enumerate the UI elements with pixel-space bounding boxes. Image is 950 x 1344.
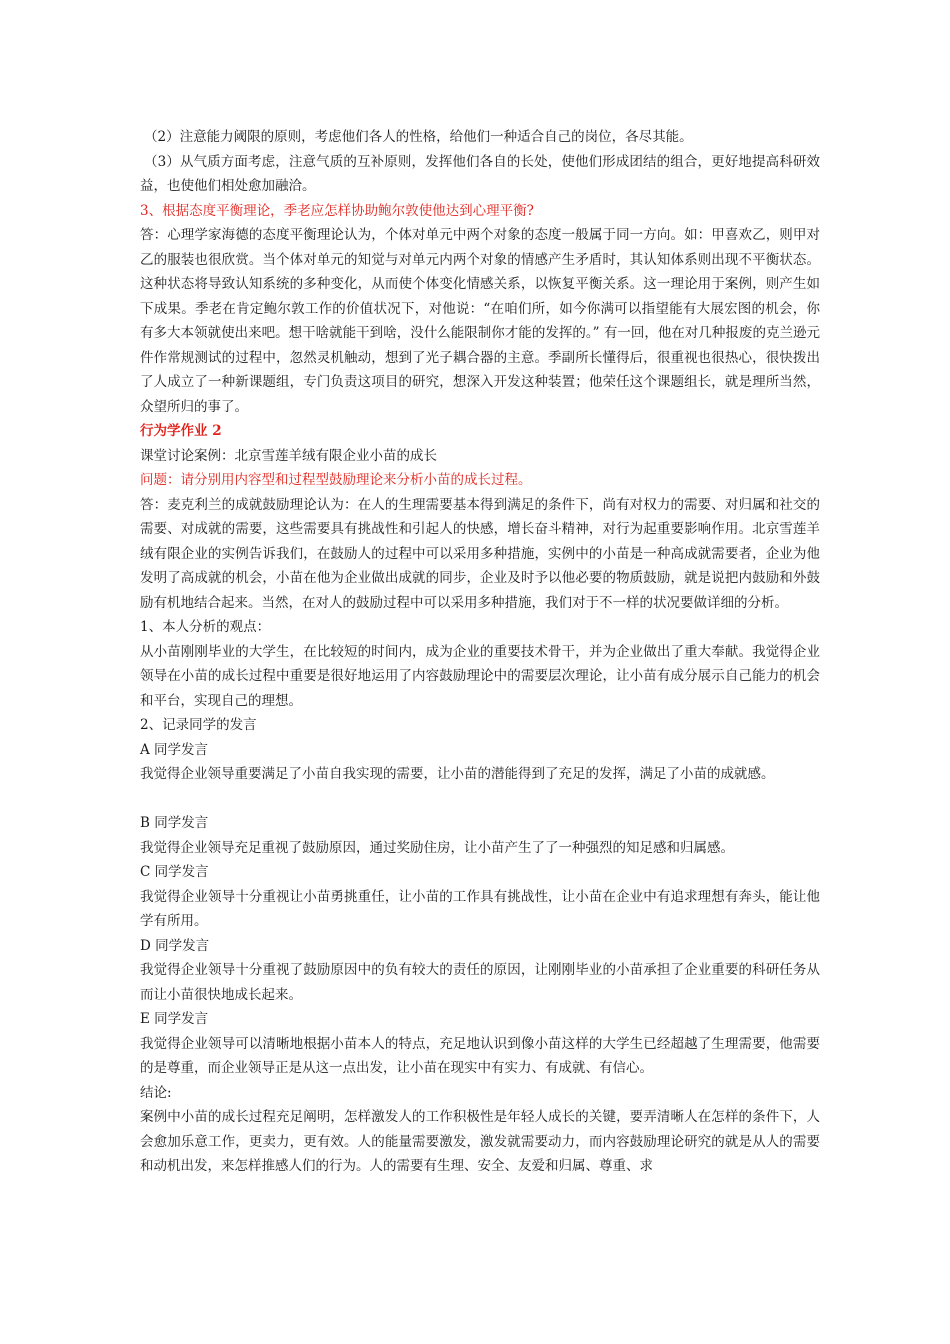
student-c-body: 我觉得企业领导十分重视让小苗勇挑重任，让小苗的工作具有挑战性，让小苗在企业中有追求理想有奔头，能让他学有所用。 (140, 888, 820, 929)
student-b-body: 我觉得企业领导充足重视了鼓励原因，通过奖励住房，让小苗产生了了一种强烈的知足感和归属感。 (140, 839, 734, 856)
section-1-title: 1、本人分析的观点： (140, 619, 271, 635)
blank-line (140, 787, 820, 812)
student-d-body: 我觉得企业领导十分重视了鼓励原因中的负有较大的责任的原因，让刚刚毕业的小苗承担了企业重要的科研任务从而让小苗很快地成长起来。 (140, 962, 820, 1003)
student-b-label: B 同学发言 (140, 815, 209, 831)
question-heading: 问题：请分别用内容型和过程型鼓励理论来分析小苗的成长过程。 (140, 472, 532, 488)
conclusion-label: 结论: (140, 1084, 172, 1101)
student-e-body: 我觉得企业领导可以清晰地根据小苗本人的特点，充足地认识到像小苗这样的大学生已经超越了生理需要，他需要的是尊重，而企业领导正是从这一点出发，让小苗在现实中有实力、有成就、有信心。 (140, 1035, 820, 1076)
student-a-body: 我觉得企业领导重要满足了小苗自我实现的需要，让小苗的潜能得到了充足的发挥，满足了小苗的成就感。 (140, 766, 775, 782)
student-a-label: A 同学发言 (140, 741, 209, 758)
student-e-label: E 同学发言 (140, 1011, 209, 1027)
section-heading-homework-2: 行为学作业 2 (140, 423, 222, 439)
case-title: 课堂讨论案例：北京雪莲羊绒有限企业小苗的成长 (140, 447, 437, 464)
paragraph-principle-2: （2）注意能力阈限的原则，考虑他们各人的性格，给他们一种适合自己的岗位，各尽其能。 (144, 129, 693, 145)
answer-3-paragraph: 答：心理学家海德的态度平衡理论认为，个体对单元中两个对象的态度一般属于同一方向。如：甲喜欢乙，则甲对乙的服装也很欣赏。当个体对单元的知觉与对单元内两个对象的情感产生矛盾时，其认知体系则出现不平衡状态。这种状态将导致认知系统的多种变化，从而使个体变化情感关系，以恢复平衡关系。这一理论用于案例，则产生如下成果。季老在肯定鲍尔敦工作的价值状况下，对他说：“在咱们所，如今你满可以指望能有大展宏图的机会，你有多大本领就使出来吧。想干啥就能干到啥，没什么能限制你才能的发挥的。” 有一回，他在对几种报废的克兰逊元件作常规测试的过程中，忽然灵机触动，想到了光子耦合器的主意。季副所长懂得后，很重视也很热心，很快拨出了人成立了一种新课题组，专门负责这项目的研究，想深入开发这种装置；他荣任这个课题组长，就是理所当然，众望所归的事了。 (140, 227, 820, 415)
student-c-label: C 同学发言 (140, 864, 209, 880)
question-3-heading: 3、根据态度平衡理论，季老应怎样协助鲍尔敦使他达到心理平衡? (140, 202, 534, 219)
section-1-body: 从小苗刚刚毕业的大学生，在比较短的时间内，成为企业的重要技术骨干，并为企业做出了重大奉献。我觉得企业领导在小苗的成长过程中重要是很好地运用了内容鼓励理论中的需要层次理论，让小苗有成分展示自己能力的机会和平台，实现自己的理想。 (140, 643, 820, 709)
document-page (140, 125, 820, 1179)
answer-paragraph: 答：麦克利兰的成就鼓励理论认为：在人的生理需要基本得到满足的条件下，尚有对权力的需要、对归属和社交的需要、对成就的需要，这些需要具有挑战性和引起人的快感，增长奋斗精神，对行为起重要影响作用。北京雪莲羊绒有限企业的实例告诉我们，在鼓励人的过程中可以采用多种措施，实例中的小苗是一种高成就需要者，企业为他发明了高成就的机会，小苗在他为企业做出成就的同步，企业及时予以他必要的物质鼓励，就是说把内鼓励和外鼓励有机地结合起来。当然，在对人的鼓励过程中可以采用多种措施，我们对于不一样的状况要做详细的分析。 (140, 496, 820, 611)
student-d-label: D 同学发言 (140, 937, 210, 954)
paragraph-principle-3: （3）从气质方面考虑，注意气质的互补原则，发挥他们各自的长处，使他们形成团结的组合，更好地提高科研效益，也使他们相处愈加融洽。 (140, 153, 820, 194)
conclusion-body: 案例中小苗的成长过程充足阐明，怎样激发人的工作积极性是年轻人成长的关键，要弄清晰人在怎样的条件下，人会愈加乐意工作，更卖力，更有效。人的能量需要激发，激发就需要动力，而内容鼓励理论研究的就是从人的需要和动机出发，来怎样推感人们的行为。人的需要有生理、安全、友爱和归属、尊重、求 (140, 1109, 820, 1174)
section-2-title: 2、记录同学的发言 (140, 717, 257, 733)
